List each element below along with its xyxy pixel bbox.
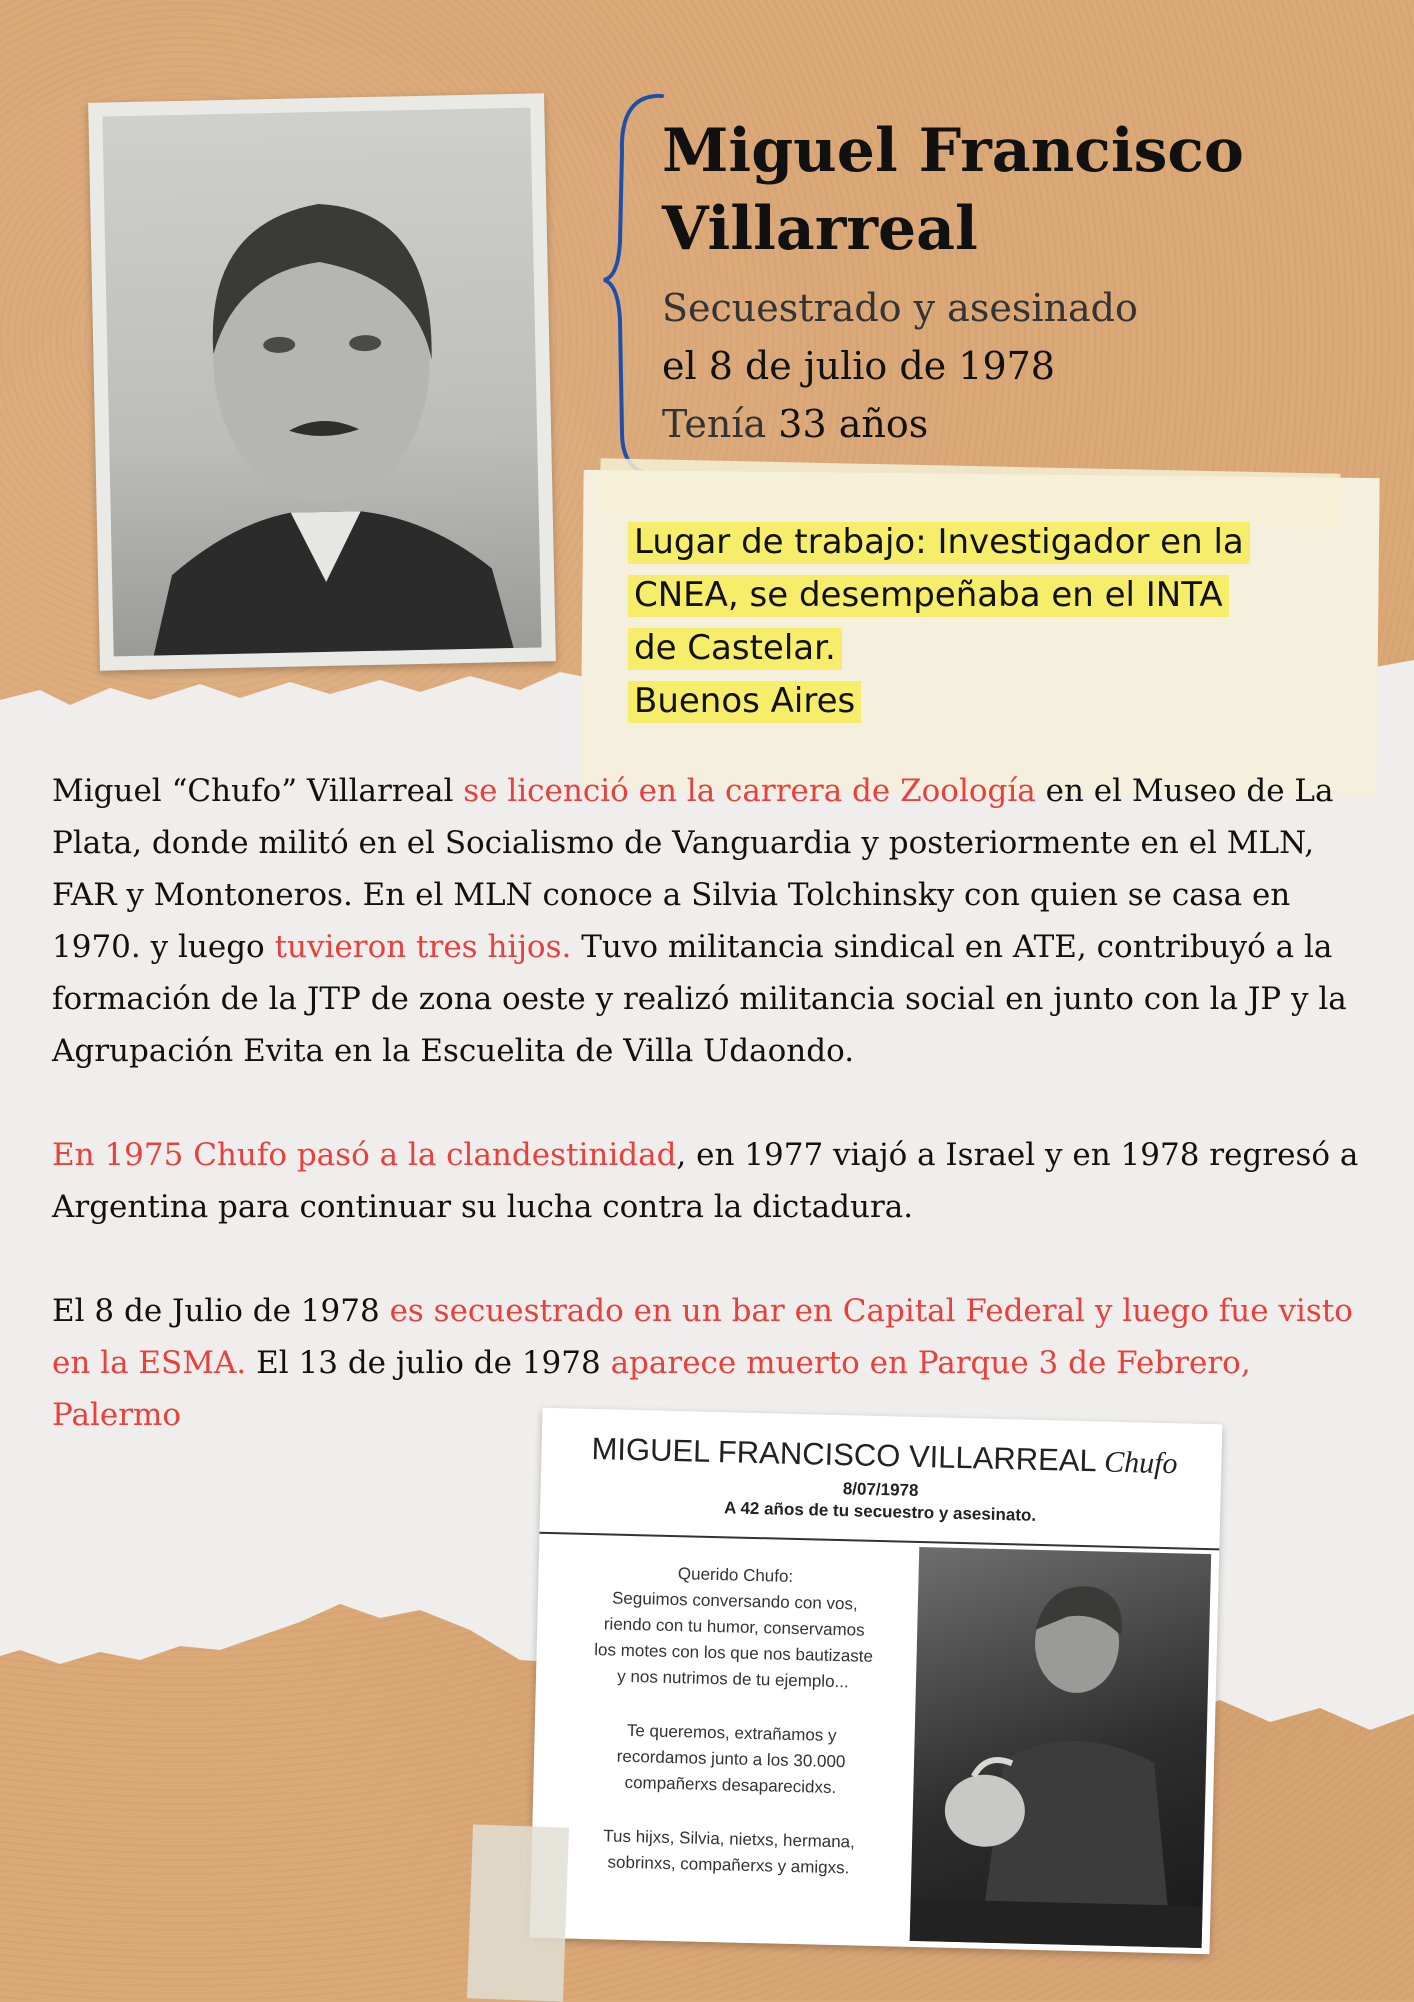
memorial-photo — [910, 1547, 1212, 1948]
memorial-photo-scene — [910, 1547, 1212, 1948]
age-value: 33 años — [778, 402, 929, 446]
message-line: los motes con los que nos bautizaste — [594, 1640, 874, 1666]
bio-p1-segment: Miguel “Chufo” Villarreal — [52, 773, 464, 809]
message-line: sobrinxs, compañerxs y amigxs. — [607, 1852, 850, 1878]
message-line: y nos nutrimos de tu ejemplo... — [617, 1666, 849, 1692]
message-block-2 — [545, 1716, 917, 1803]
bio-p1-highlight: tuvieron tres hijos. — [274, 929, 572, 965]
age-line — [662, 402, 1302, 446]
bio-paragraph-2 — [52, 1129, 1368, 1233]
message-line: Te queremos, extrañamos y — [626, 1720, 837, 1746]
person-name — [662, 112, 1302, 268]
message-line: Seguimos conversando con vos, — [611, 1588, 858, 1614]
portrait-silhouette — [102, 108, 541, 657]
age-prefix: Tenía — [662, 402, 767, 446]
memorial-subtitle: A 42 años de tu secuestro y asesinato. — [723, 1498, 1037, 1525]
bio-p3-segment: El 8 de Julio de 1978 — [52, 1293, 390, 1329]
bio-p1-segment: en el Museo de La Plata, donde militó en el Socialismo de Vanguardia y posteriormente en el MLN, FAR y Montoneros. En el MLN conoce a Silvia Tolchinsky con quien se casa en 1970. y luego — [52, 773, 1334, 965]
bio-p1-segment: Tuvo militancia sindical en ATE, contribuyó a la formación de la JTP de zona oeste y realizó militancia social en junto con la JP y la Agrupación Evita en la Escuelita de Villa Udaondo. — [52, 929, 1347, 1069]
kidnapped-label: Secuestrado y asesinado — [662, 286, 1138, 330]
memorial-divider — [539, 1532, 1219, 1551]
bio-p2-segment: , en 1977 viajó a Israel y en 1978 regresó a Argentina para continuar su lucha contra la dictadura. — [52, 1137, 1359, 1225]
memorial-nickname: Chufo — [1103, 1445, 1178, 1481]
message-line: Tus hijxs, Silvia, nietxs, hermana, — [603, 1826, 856, 1852]
message-line: Querido Chufo: — [677, 1564, 794, 1586]
message-line: compañerxs desaparecidxs. — [624, 1772, 837, 1798]
memorial-date: 8/07/1978 — [842, 1479, 919, 1500]
workplace-line-2: CNEA, se desempeñaba en el INTA — [628, 575, 1229, 617]
card-tape — [467, 1824, 569, 2001]
memorial-title — [591, 1431, 1192, 1482]
kidnap-date: el 8 de julio de 1978 — [662, 344, 1055, 388]
message-line: riendo con tu humor, conservamos — [603, 1614, 865, 1640]
workplace-location: Buenos Aires — [628, 681, 861, 723]
curly-brace-decoration — [600, 92, 670, 492]
name-line-1: Miguel Francisco — [662, 116, 1244, 186]
workplace-line-3: de Castelar. — [628, 628, 842, 670]
memorial-name: MIGUEL FRANCISCO VILLARREAL — [591, 1430, 1097, 1479]
workplace-line-1: Lugar de trabajo: Investigador en la — [628, 522, 1250, 564]
message-block-1 — [548, 1558, 921, 1697]
bio-p3-highlight: aparece muerto en Parque 3 de Febrero, Palermo — [52, 1345, 1251, 1433]
workplace-info — [628, 516, 1328, 728]
memorial-message — [543, 1558, 921, 1911]
message-line: recordamos junto a los 30.000 — [616, 1746, 846, 1772]
memorial-card — [530, 1408, 1223, 1954]
bio-p2-highlight: En 1975 Chufo pasó a la clandestinidad — [52, 1137, 677, 1173]
bio-p1-highlight: se licenció en la carrera de Zoología — [463, 773, 1036, 809]
message-signature — [543, 1822, 914, 1883]
name-line-2: Villarreal — [662, 194, 978, 264]
bio-p3-segment: El 13 de julio de 1978 — [246, 1345, 611, 1381]
portrait-image — [102, 108, 541, 657]
bio-paragraph-1 — [52, 765, 1368, 1077]
portrait-photo — [88, 93, 556, 670]
bio-p3-highlight: es secuestrado en un bar en Capital Federal y luego fue visto en la ESMA. — [52, 1293, 1353, 1381]
